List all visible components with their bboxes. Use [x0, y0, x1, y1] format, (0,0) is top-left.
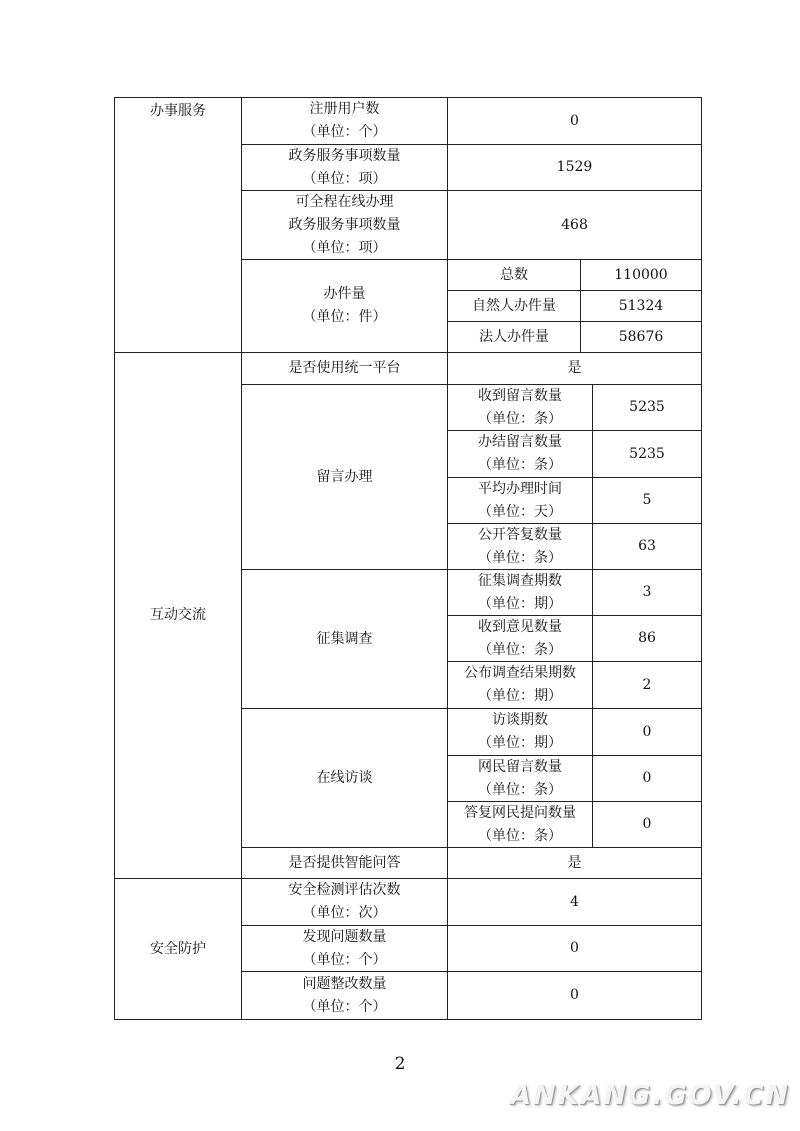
item-unit: （单位：期） [478, 595, 562, 612]
security-issues-label [242, 926, 447, 971]
smart-qa-label: 是否提供智能问答 [288, 854, 401, 871]
service-items-value: 1529 [556, 159, 593, 175]
item-unit: （单位：天） [478, 503, 562, 520]
item-unit: （单位：个） [302, 124, 387, 140]
security-checks-label [242, 879, 447, 925]
item-label: 注册用户数 [309, 101, 380, 117]
item-label: 公开答复数量 [478, 526, 562, 543]
survey-group-label: 征集调查 [316, 630, 373, 647]
handling-natural-value: 51324 [618, 297, 664, 314]
item-unit: （单位：期） [478, 688, 562, 704]
messages-received-label [448, 385, 592, 430]
survey-results-label [448, 662, 592, 708]
messages-avg-time-label [448, 478, 592, 523]
handling-total-value: 110000 [614, 266, 668, 283]
interview-messages-value: 0 [642, 770, 652, 786]
item-unit: （单位：项） [302, 239, 387, 256]
item-label: 办结留言数量 [478, 434, 562, 450]
item-label: 平均办理时间 [478, 480, 562, 497]
item-unit: （单位：件） [302, 309, 387, 325]
item-unit: （单位：次） [302, 905, 387, 921]
interview-replies-value: 0 [642, 816, 652, 832]
registered-users-value: 0 [570, 112, 579, 129]
item-label: 收到留言数量 [478, 387, 562, 404]
section-service-label: 办事服务 [150, 103, 206, 119]
survey-results-value: 2 [642, 676, 652, 693]
section-security-label: 安全防护 [150, 940, 206, 957]
survey-periods-label [448, 570, 592, 615]
interview-periods-value: 0 [642, 723, 652, 740]
item-label: 收到意见数量 [478, 618, 562, 635]
item-label: 公布调查结果期数 [464, 665, 576, 681]
interview-messages-label [448, 756, 592, 801]
item-label: 办件量 [323, 286, 366, 302]
item-unit: （单位：期） [478, 735, 562, 751]
item-unit: （单位：条） [478, 410, 562, 427]
unified-platform-label: 是否使用统一平台 [288, 360, 401, 376]
messages-done-value: 5235 [629, 445, 665, 462]
security-issues-value: 0 [570, 940, 579, 956]
item-label: 发现问题数量 [302, 928, 387, 945]
messages-group-label: 留言办理 [316, 468, 373, 485]
registered-users-label [242, 98, 447, 144]
online-items-value: 468 [561, 216, 588, 233]
item-label: 网民留言数量 [478, 758, 562, 775]
item-label: 答复网民提问数量 [464, 804, 576, 821]
interview-periods-label [448, 709, 592, 755]
page-number: 2 [394, 1054, 406, 1074]
survey-periods-value: 3 [642, 584, 652, 600]
handling-legal-label: 法人办件量 [479, 328, 549, 345]
interview-replies-label [448, 802, 592, 847]
item-unit: （单位：条） [478, 457, 562, 473]
survey-opinions-label [448, 616, 592, 661]
handling-label [242, 260, 447, 352]
item-label: 征集调查期数 [478, 572, 562, 589]
messages-done-label [448, 431, 592, 477]
item-unit: （单位：条） [478, 827, 562, 844]
survey-opinions-value: 86 [638, 630, 656, 646]
item-unit: （单位：项） [302, 170, 387, 187]
item-unit: （单位：条） [478, 641, 562, 658]
handling-legal-value: 58676 [618, 328, 664, 345]
item-unit: （单位：个） [302, 998, 387, 1015]
item-label: 安全检测评估次数 [288, 882, 401, 898]
messages-received-value: 5235 [629, 399, 665, 415]
messages-avg-time-value: 5 [642, 492, 652, 508]
messages-public-reply-value: 63 [638, 538, 656, 554]
online-items-label [242, 191, 447, 259]
handling-total-label: 总数 [500, 266, 528, 283]
security-fixed-label [242, 972, 447, 1019]
smart-qa-value: 是 [567, 854, 582, 871]
item-unit: （单位：条） [478, 781, 562, 798]
interview-group-label: 在线访谈 [316, 769, 373, 786]
site-watermark: ANKANG.GOV.CN [510, 1080, 790, 1111]
security-fixed-value: 0 [570, 987, 579, 1003]
item-label: 访谈期数 [492, 712, 548, 728]
messages-public-reply-label [448, 524, 592, 569]
section-interaction-label: 互动交流 [150, 607, 206, 623]
item-label: 可全程在线办理 [295, 193, 394, 210]
handling-natural-label: 自然人办件量 [472, 297, 556, 314]
security-checks-value: 4 [570, 893, 579, 910]
unified-platform-value: 是 [567, 360, 582, 376]
item-label: 问题整改数量 [302, 975, 387, 992]
item-label: 政务服务事项数量 [288, 147, 401, 164]
item-unit: （单位：个） [302, 951, 387, 968]
item-unit: （单位：条） [478, 549, 562, 566]
item-label-line2: 政务服务事项数量 [288, 216, 401, 233]
service-items-label [242, 145, 447, 190]
